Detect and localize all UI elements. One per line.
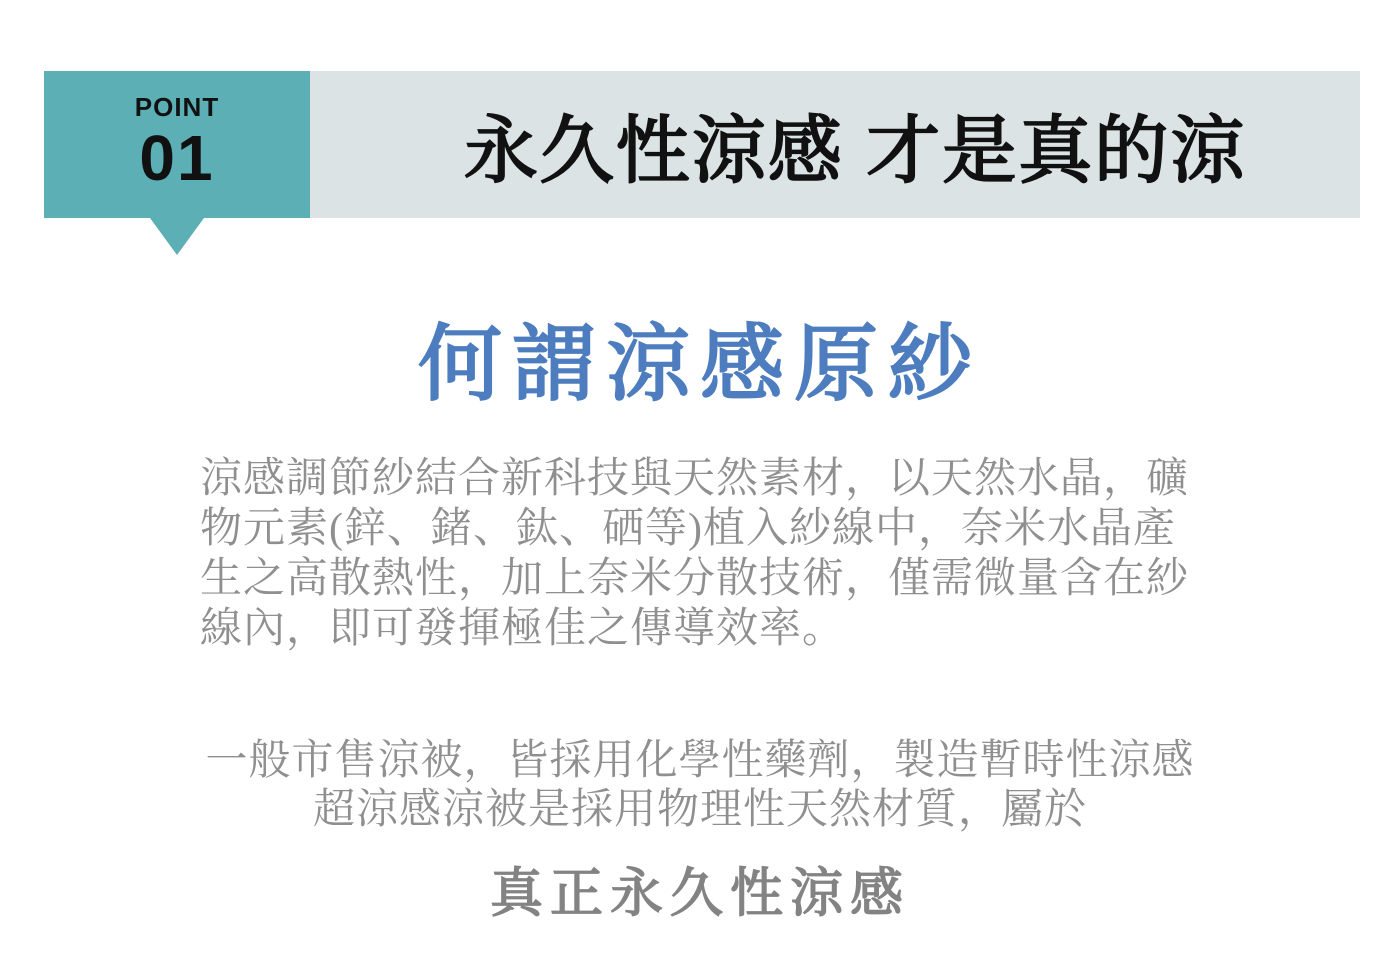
banner-title: 永久性涼感 才是真的涼: [463, 108, 1247, 192]
emphasis-text: 真正永久性涼感: [490, 865, 910, 923]
point-badge-tail: [150, 218, 204, 255]
comparison-paragraph-line: 超涼感涼被是採用物理性天然材質，屬於: [312, 787, 1087, 833]
intro-paragraph-line: 物元素(鋅、鍺、鈦、硒等)植入紗線中，奈米水晶產: [200, 506, 1176, 552]
intro-paragraph-line: 線內，即可發揮極佳之傳導效率。: [200, 606, 846, 652]
point-badge: [44, 71, 310, 218]
intro-paragraph: [200, 454, 1260, 654]
section-heading: 何謂涼感原紗: [417, 319, 982, 412]
comparison-paragraph: [0, 737, 1400, 835]
point-label: POINT: [134, 91, 220, 122]
comparison-paragraph-line: 一般市售涼被，皆採用化學性藥劑，製造暫時性涼感: [205, 738, 1195, 784]
intro-paragraph-line: 生之高散熱性，加上奈米分散技術，僅需微量含在紗: [200, 556, 1190, 602]
intro-paragraph-line: 涼感調節紗結合新科技與天然素材，以天然水晶，礦: [200, 456, 1190, 502]
header-banner: [44, 71, 1360, 218]
point-number: 01: [139, 121, 215, 194]
